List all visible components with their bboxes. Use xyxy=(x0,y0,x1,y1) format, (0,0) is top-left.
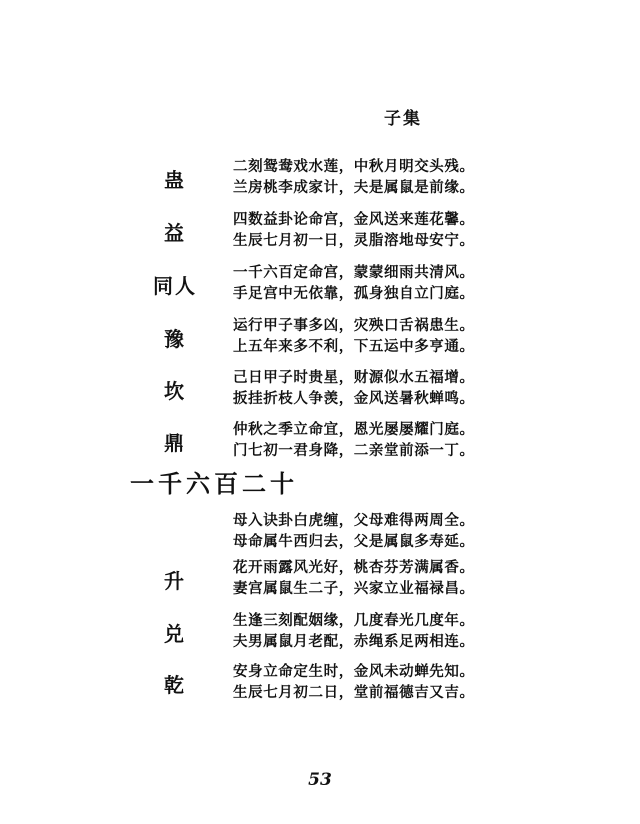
hexagram-label: 乾 xyxy=(164,673,186,697)
verse-line: 母入诀卦白虎缠，父母难得两周全。 xyxy=(233,512,475,529)
hexagram-label: 兑 xyxy=(164,622,186,646)
hexagram-label: 坎 xyxy=(164,379,186,403)
verse-entry xyxy=(0,556,640,596)
verse-entry xyxy=(0,366,640,406)
page-number: 53 xyxy=(308,770,332,790)
verse-line: 门七初一君身降，二亲堂前添一丁。 xyxy=(233,442,475,459)
verse-entry xyxy=(0,418,640,458)
verse-line: 妻宫属鼠生二子，兴家立业福禄昌。 xyxy=(233,580,475,597)
hexagram-label: 益 xyxy=(164,221,186,245)
verse-line: 兰房桃李成家计，夫是属鼠是前缘。 xyxy=(233,179,475,196)
verse-entry xyxy=(0,261,640,301)
hexagram-label: 鼎 xyxy=(164,431,186,455)
verse-entry xyxy=(0,314,640,354)
verse-entry xyxy=(0,155,640,195)
hexagram-label: 同人 xyxy=(153,274,197,298)
verse-entry xyxy=(0,509,640,549)
verse-line: 四数益卦论命宫，金风送来莲花馨。 xyxy=(233,211,475,228)
section-title: 一千六百二十 xyxy=(130,469,298,498)
verse-line: 二刻鸳鸯戏水莲，中秋月明交头残。 xyxy=(233,158,475,175)
verse-line: 一千六百定命宫，蒙蒙细雨共清风。 xyxy=(233,264,475,281)
verse-entry xyxy=(0,660,640,700)
verse-line: 安身立命定生时，金风未动蝉先知。 xyxy=(233,663,475,680)
hexagram-label: 蛊 xyxy=(164,168,186,192)
verse-line: 己日甲子时贵星，财源似水五福增。 xyxy=(233,369,475,386)
running-header: 子集 xyxy=(384,109,422,129)
hexagram-label: 升 xyxy=(164,569,186,593)
hexagram-label: 豫 xyxy=(164,327,186,351)
verse-line: 运行甲子事多凶，灾殃口舌祸患生。 xyxy=(233,317,475,334)
verse-line: 生逢三刻配姻缘，几度春光几度年。 xyxy=(233,612,475,629)
verse-entry xyxy=(0,208,640,248)
verse-line: 生辰七月初二日，堂前福德吉又吉。 xyxy=(233,684,475,701)
verse-line: 手足宫中无依靠，孤身独自立门庭。 xyxy=(233,285,475,302)
verse-line: 母命属牛西归去，父是属鼠多寿延。 xyxy=(233,533,475,550)
verse-line: 花开雨露风光好，桃杏芬芳满属香。 xyxy=(233,559,475,576)
verse-line: 上五年来多不利，下五运中多亨通。 xyxy=(233,338,475,355)
verse-line: 扳挂折枝人争羡，金风送暑秋蝉鸣。 xyxy=(233,390,475,407)
verse-entry xyxy=(0,609,640,649)
verse-line: 生辰七月初一日，灵脂溶地母安宁。 xyxy=(233,232,475,249)
verse-line: 仲秋之季立命宜，恩光屡屡耀门庭。 xyxy=(233,421,475,438)
verse-line: 夫男属鼠月老配，赤绳系足两相连。 xyxy=(233,633,475,650)
